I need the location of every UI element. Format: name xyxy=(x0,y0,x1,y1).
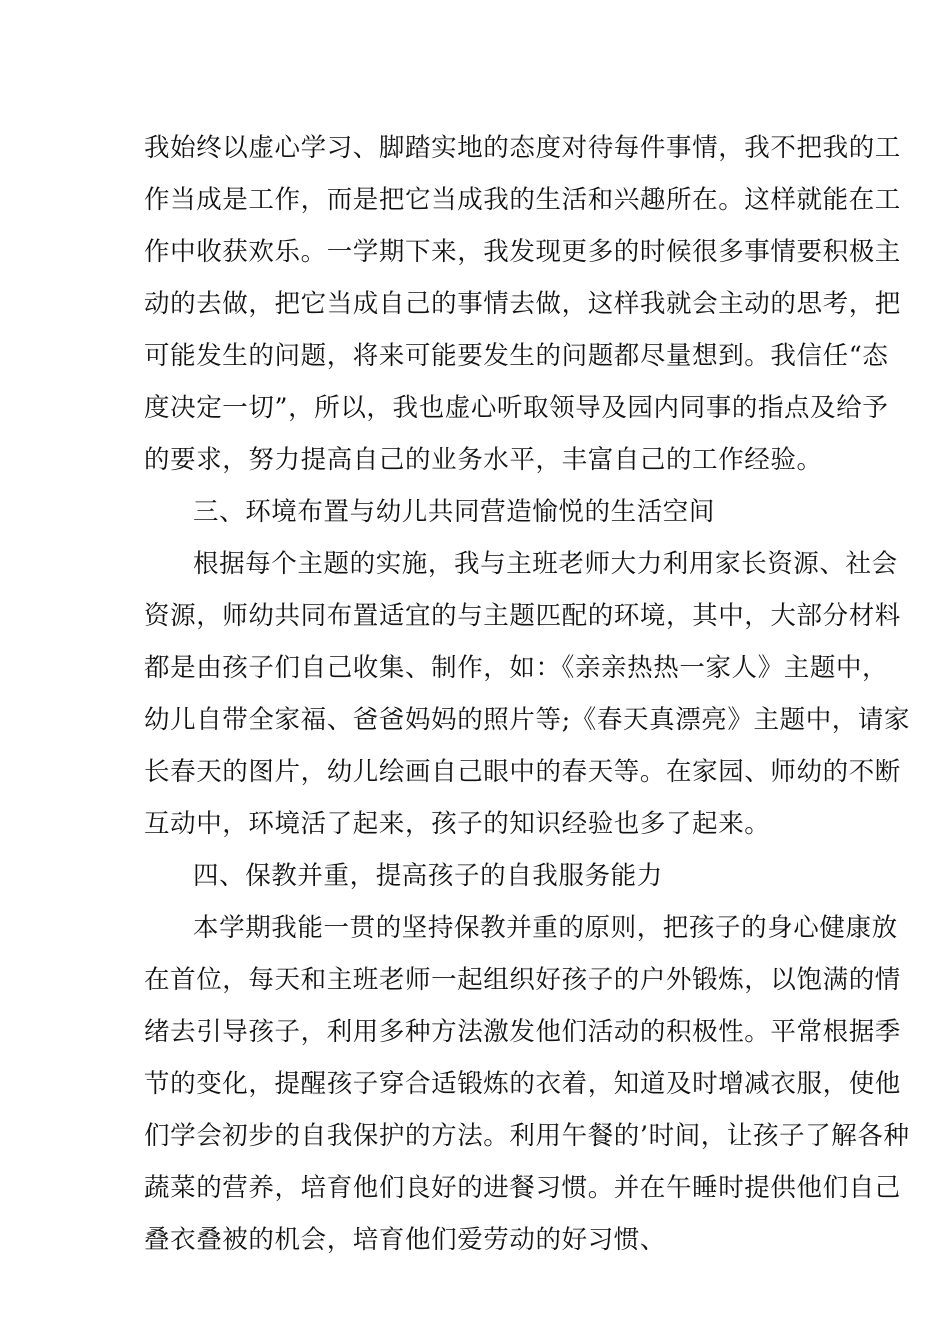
paragraph-line: 在首位，每天和主班老师一起组织好孩子的户外锻炼，以饱满的情 xyxy=(144,965,901,995)
paragraph-line: 本学期我能一贯的坚持保教并重的原则，把孩子的身心健康放 xyxy=(193,913,898,943)
paragraph-line: 们学会初步的自我保护的方法。利用午餐的’时间，让孩子了解各种 xyxy=(144,1121,910,1151)
paragraph-line: 作当成是工作，而是把它当成我的生活和兴趣所在。这样就能在工 xyxy=(144,185,901,215)
paragraph-line: 叠衣叠被的机会，培育他们爱劳动的好习惯、 xyxy=(144,1225,667,1255)
paragraph-line: 长春天的图片，幼儿绘画自己眼中的春天等。在家园、师幼的不断 xyxy=(144,757,901,787)
paragraph-line: 的要求，努力提高自己的业务水平，丰富自己的工作经验。 xyxy=(144,445,823,475)
paragraph-line: 根据每个主题的实施，我与主班老师大力利用家长资源、社会 xyxy=(193,549,898,579)
paragraph-line: 蔬菜的营养，培育他们良好的进餐习惯。并在午睡时提供他们自己 xyxy=(144,1173,901,1203)
paragraph-line: 动的去做，把它当成自己的事情去做，这样我就会主动的思考，把 xyxy=(144,289,901,319)
section-heading: 三、环境布置与幼儿共同营造愉悦的生活空间 xyxy=(193,497,716,527)
paragraph-line: 绪去引导孩子，利用多种方法激发他们活动的积极性。平常根据季 xyxy=(144,1017,901,1047)
paragraph-line: 资源，师幼共同布置适宜的与主题匹配的环境，其中，大部分材料 xyxy=(144,601,901,631)
paragraph-line: 作中收获欢乐。一学期下来，我发现更多的时候很多事情要积极主 xyxy=(144,237,901,267)
paragraph-line: 都是由孩子们自己收集、制作，如：《亲亲热热一家人》主题中， xyxy=(144,653,889,683)
paragraph-line: 互动中，环境活了起来，孩子的知识经验也多了起来。 xyxy=(144,809,771,839)
paragraph-line: 度决定一切”，所以，我也虚心听取领导及园内同事的指点及给予 xyxy=(144,393,889,423)
paragraph-line: 我始终以虚心学习、脚踏实地的态度对待每件事情，我不把我的工 xyxy=(144,133,901,163)
paragraph-line: 幼儿自带全家福、爸爸妈妈的照片等;《春天真漂亮》主题中，请家 xyxy=(144,705,911,735)
paragraph-line: 可能发生的问题，将来可能要发生的问题都尽量想到。我信任“态 xyxy=(144,341,889,371)
section-heading: 四、保教并重，提高孩子的自我服务能力 xyxy=(193,861,663,891)
paragraph-line: 节的变化，提醒孩子穿合适锻炼的衣着，知道及时增减衣服，使他 xyxy=(144,1069,901,1099)
